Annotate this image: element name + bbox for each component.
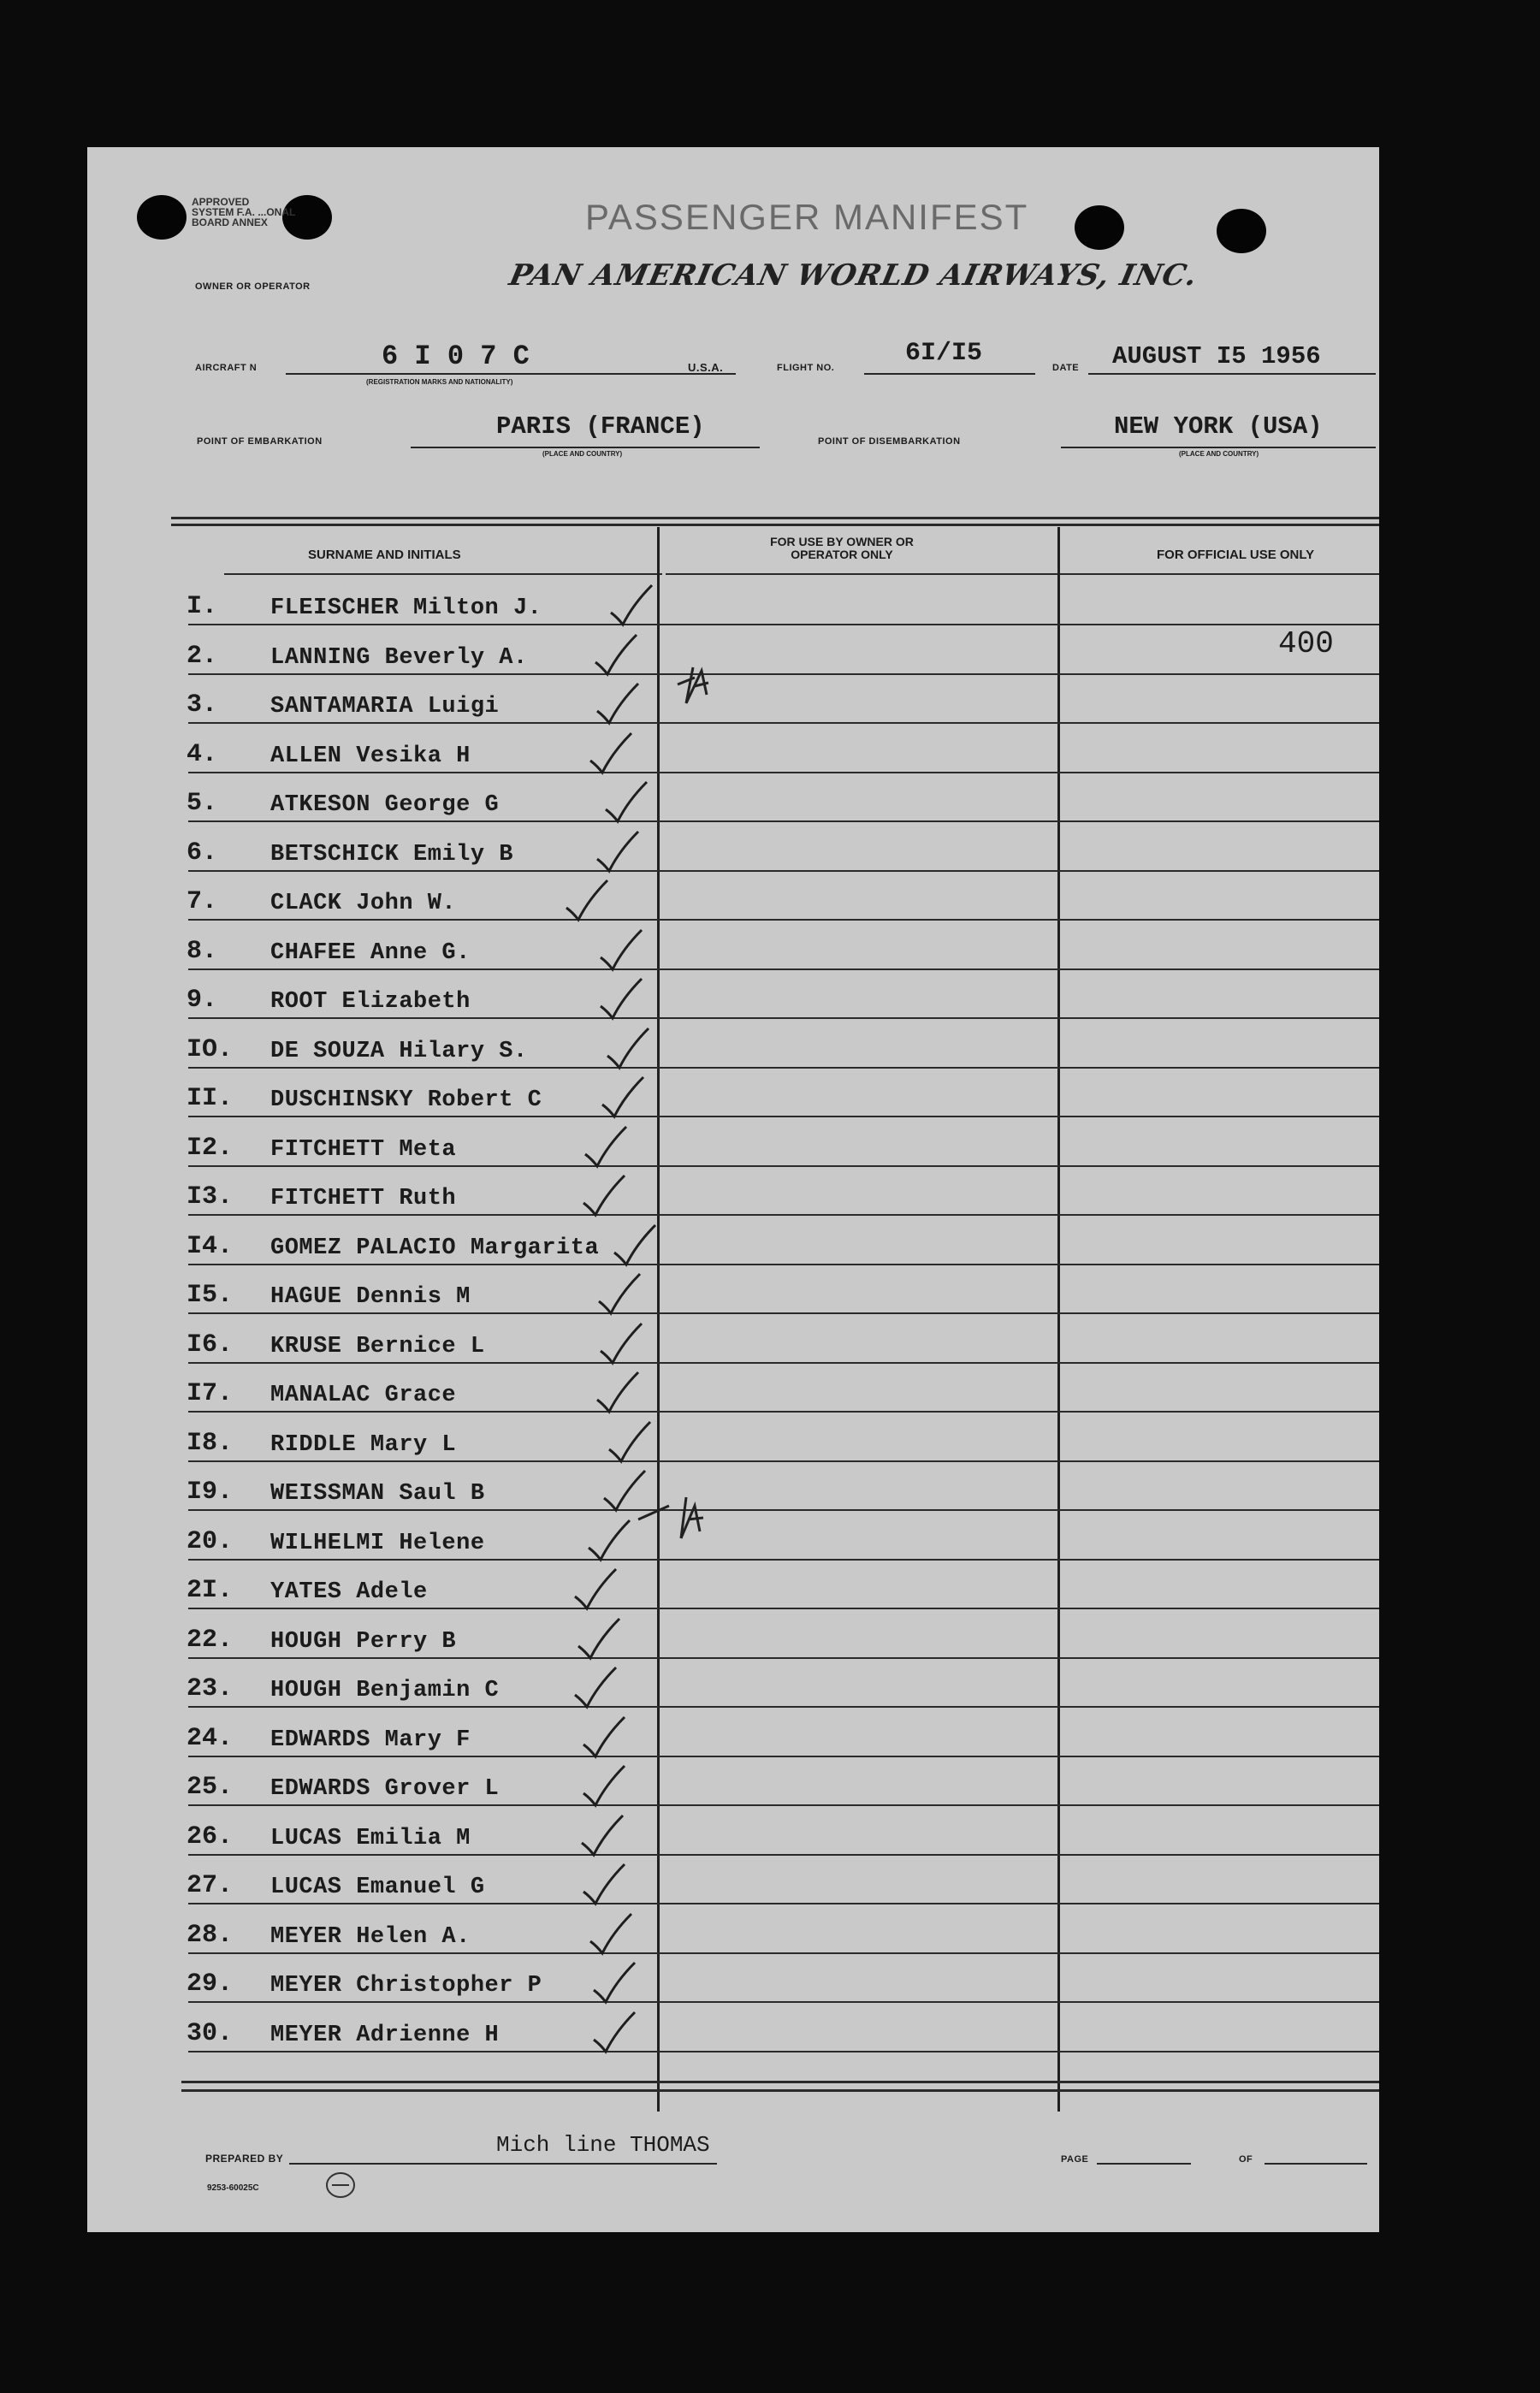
passenger-row — [87, 1667, 1379, 1716]
passenger-row — [87, 1717, 1379, 1766]
row-rule — [666, 820, 1379, 822]
row-rule — [666, 1362, 1379, 1364]
passenger-row — [87, 1077, 1379, 1126]
passenger-name: DUSCHINSKY Robert C — [270, 1087, 542, 1113]
checkmark-icon — [597, 1322, 649, 1370]
passenger-row — [87, 1028, 1379, 1077]
row-rule — [666, 1706, 1379, 1708]
checkmark-icon — [563, 879, 614, 927]
handwritten-mark-2 — [635, 1494, 720, 1545]
prepared-line — [289, 2163, 717, 2165]
row-rule — [666, 2051, 1379, 2052]
row-rule — [666, 1804, 1379, 1806]
row-rule — [666, 1312, 1379, 1314]
passenger-name: HOUGH Benjamin C — [270, 1678, 500, 1703]
passenger-name: RIDDLE Mary L — [270, 1431, 457, 1458]
disembark-value: NEW YORK (USA) — [1114, 412, 1323, 441]
official-note: 400 — [1278, 626, 1334, 661]
checkmark-icon — [575, 1617, 626, 1665]
header-rule — [171, 524, 1379, 526]
passenger-row — [87, 1422, 1379, 1471]
approved-stamp — [192, 197, 295, 228]
aircraft-line — [286, 373, 736, 375]
passenger-name: EDWARDS Grover L — [270, 1776, 500, 1802]
row-rule — [188, 919, 702, 921]
checkmark-icon — [587, 732, 638, 779]
checkmark-icon — [572, 1666, 623, 1714]
passenger-row — [87, 979, 1379, 1028]
passenger-name: CHAFEE Anne G. — [270, 939, 471, 966]
punch-hole — [137, 195, 187, 240]
row-rule — [666, 1657, 1379, 1659]
passenger-number: 27. — [187, 1871, 234, 1900]
passenger-number: I. — [187, 592, 218, 621]
disembark-label: POINT OF DISEMBARKATION — [818, 436, 961, 447]
row-rule — [666, 919, 1379, 921]
punch-hole — [1075, 205, 1124, 250]
row-rule — [666, 624, 1379, 625]
row-rule — [666, 2001, 1379, 2003]
passenger-row — [87, 1864, 1379, 1913]
passenger-name: FITCHETT Meta — [270, 1136, 457, 1163]
passenger-name: MEYER Helen A. — [270, 1923, 471, 1950]
checkmark-icon — [580, 1715, 631, 1763]
row-rule — [666, 1411, 1379, 1413]
checkmark-icon — [607, 583, 659, 631]
passenger-name: EDWARDS Mary F — [270, 1727, 471, 1753]
passenger-row — [87, 1176, 1379, 1224]
disembark-sublabel: (PLACE AND COUNTRY) — [1179, 450, 1259, 458]
passenger-name: MANALAC Grace — [270, 1383, 457, 1408]
embark-label: POINT OF EMBARKATION — [197, 436, 323, 447]
passenger-row — [87, 2012, 1379, 2061]
passenger-number: II. — [187, 1084, 234, 1113]
row-rule — [666, 1165, 1379, 1167]
checkmark-icon — [585, 1519, 637, 1567]
owner-label: OWNER OR OPERATOR — [195, 281, 311, 292]
passenger-name: SANTAMARIA Luigi — [270, 694, 500, 720]
passenger-number: 5. — [187, 789, 218, 818]
row-rule — [666, 968, 1379, 970]
checkmark-icon — [597, 928, 649, 976]
passenger-row — [87, 1274, 1379, 1323]
row-rule — [666, 1854, 1379, 1856]
flight-label: FLIGHT NO. — [777, 363, 835, 373]
row-rule — [666, 673, 1379, 675]
passenger-number: I9. — [187, 1478, 234, 1507]
column-header-rule — [224, 573, 662, 575]
passenger-row — [87, 832, 1379, 880]
passenger-number: I3. — [187, 1182, 234, 1211]
passenger-row — [87, 1225, 1379, 1274]
date-label: DATE — [1052, 363, 1080, 373]
approved-line-2: SYSTEM F.A. ...ONAL — [192, 206, 296, 218]
passenger-row — [87, 1372, 1379, 1421]
footer-rule — [181, 2081, 1379, 2083]
flight-value: 6I/I5 — [905, 339, 983, 368]
column-header-rule — [666, 573, 1379, 575]
passenger-number: 26. — [187, 1821, 234, 1851]
row-rule — [666, 1559, 1379, 1561]
checkmark-icon — [587, 1912, 638, 1960]
row-rule — [666, 772, 1379, 773]
row-rule — [666, 1264, 1379, 1265]
row-rule — [666, 1608, 1379, 1609]
passenger-number: 9. — [187, 986, 218, 1015]
footer-rule — [181, 2089, 1379, 2092]
checkmark-icon — [580, 1174, 631, 1222]
passenger-number: I4. — [187, 1231, 234, 1261]
checkmark-icon — [595, 1272, 647, 1320]
passenger-name: HOUGH Perry B — [270, 1628, 457, 1655]
manifest-sheet — [87, 147, 1379, 2232]
row-rule — [666, 1067, 1379, 1069]
handwritten-mark-1 — [669, 660, 729, 712]
row-rule — [188, 1608, 702, 1609]
passenger-row — [87, 1471, 1379, 1519]
passenger-number: I8. — [187, 1428, 234, 1458]
passenger-row — [87, 782, 1379, 831]
passenger-name: HAGUE Dennis M — [270, 1284, 471, 1310]
checkmark-icon — [580, 1863, 631, 1910]
checkmark-icon — [599, 1075, 650, 1123]
passenger-number: 24. — [187, 1723, 234, 1753]
disembark-line — [1061, 447, 1376, 448]
header-rule — [171, 517, 1379, 519]
passenger-row — [87, 733, 1379, 782]
aircraft-value: 6 I 0 7 C — [382, 341, 530, 372]
passenger-number: 23. — [187, 1674, 234, 1703]
row-rule — [666, 1017, 1379, 1019]
passenger-name: WEISSMAN Saul B — [270, 1481, 485, 1507]
passenger-number: 28. — [187, 1920, 234, 1950]
passenger-name: ALLEN Vesika H — [270, 743, 471, 769]
passenger-number: 30. — [187, 2018, 234, 2048]
passenger-number: 4. — [187, 739, 218, 769]
checkmark-icon — [594, 830, 645, 878]
checkmark-icon — [590, 1961, 642, 2009]
passenger-name: KRUSE Bernice L — [270, 1333, 485, 1359]
passenger-row — [87, 1127, 1379, 1176]
prepared-label: PREPARED BY — [205, 2153, 284, 2165]
passenger-number: 2. — [187, 641, 218, 671]
passenger-name: ROOT Elizabeth — [270, 989, 471, 1015]
column-owner-use: FOR USE BY OWNER OR OPERATOR ONLY — [770, 535, 914, 561]
passenger-row — [87, 880, 1379, 929]
passenger-name: FITCHETT Ruth — [270, 1186, 457, 1211]
passenger-row — [87, 1520, 1379, 1569]
passenger-name: MEYER Adrienne H — [270, 2022, 500, 2048]
passenger-row — [87, 1963, 1379, 2011]
checkmark-icon — [604, 1027, 655, 1075]
row-rule — [666, 1460, 1379, 1462]
passenger-row — [87, 684, 1379, 732]
page-title: PASSENGER MANIFEST — [585, 197, 1029, 237]
prepared-value: Mich line THOMAS — [496, 2132, 710, 2158]
passenger-number: 29. — [187, 1969, 234, 1999]
passenger-row — [87, 1815, 1379, 1864]
row-rule — [666, 722, 1379, 724]
checkmark-icon — [578, 1814, 630, 1862]
checkmark-icon — [594, 682, 645, 730]
passenger-name: YATES Adele — [270, 1579, 428, 1605]
checkmark-icon — [592, 633, 643, 681]
passenger-name: MEYER Christopher P — [270, 1973, 542, 1999]
of-line — [1265, 2163, 1367, 2165]
aircraft-label: AIRCRAFT N — [195, 363, 258, 373]
passenger-number: 25. — [187, 1773, 234, 1802]
checkmark-icon — [572, 1567, 623, 1615]
checkmark-icon — [582, 1125, 633, 1173]
passenger-name: DE SOUZA Hilary S. — [270, 1038, 528, 1064]
passenger-name: ATKESON George G — [270, 792, 500, 818]
row-rule — [188, 1706, 702, 1708]
passenger-name: FLEISCHER Milton J. — [270, 595, 542, 621]
passenger-row — [87, 585, 1379, 634]
passenger-row — [87, 1569, 1379, 1618]
checkmark-icon — [606, 1420, 657, 1468]
page-label: PAGE — [1061, 2154, 1089, 2165]
passenger-number: 20. — [187, 1526, 234, 1556]
passenger-number: 22. — [187, 1625, 234, 1655]
passenger-number: IO. — [187, 1034, 234, 1064]
passenger-row — [87, 1766, 1379, 1815]
passenger-row — [87, 1619, 1379, 1667]
date-value: AUGUST I5 1956 — [1112, 342, 1321, 370]
passenger-name: LUCAS Emilia M — [270, 1825, 471, 1851]
checkmark-icon — [580, 1764, 631, 1812]
embark-value: PARIS (FRANCE) — [496, 412, 705, 441]
checkmark-icon — [597, 977, 649, 1025]
passenger-row — [87, 930, 1379, 979]
checkmark-icon — [611, 1223, 662, 1271]
passenger-name: BETSCHICK Emily B — [270, 841, 513, 868]
column-surname: SURNAME AND INITIALS — [308, 548, 461, 562]
checkmark-icon — [602, 780, 654, 828]
passenger-number: I5. — [187, 1281, 234, 1310]
passenger-number: 3. — [187, 690, 218, 720]
punch-hole — [1217, 209, 1266, 253]
union-bug-icon — [323, 2168, 358, 2202]
row-rule — [666, 1509, 1379, 1511]
embark-sublabel: (PLACE AND COUNTRY) — [542, 450, 623, 458]
passenger-row — [87, 1324, 1379, 1372]
of-label: OF — [1239, 2154, 1253, 2165]
row-rule — [666, 1952, 1379, 1954]
aircraft-sublabel: (REGISTRATION MARKS AND NATIONALITY) — [366, 378, 513, 386]
passenger-name: LANNING Beverly A. — [270, 644, 528, 671]
approved-line-1: APPROVED — [192, 196, 250, 208]
passenger-number: 6. — [187, 838, 218, 868]
page-line — [1097, 2163, 1191, 2165]
form-number: 9253-60025C — [207, 2183, 259, 2193]
date-line — [1088, 373, 1376, 375]
operator-name: PAN AMERICAN WORLD AIRWAYS, INC. — [506, 258, 1201, 293]
passenger-number: I7. — [187, 1379, 234, 1408]
column-official-use: FOR OFFICIAL USE ONLY — [1157, 548, 1315, 562]
passenger-name: WILHELMI Helene — [270, 1530, 485, 1556]
passenger-number: 8. — [187, 936, 218, 966]
row-rule — [666, 1116, 1379, 1117]
row-rule — [666, 1756, 1379, 1757]
flight-line — [864, 373, 1035, 375]
passenger-number: 2I. — [187, 1576, 234, 1605]
row-rule — [666, 1214, 1379, 1216]
passenger-number: 7. — [187, 887, 218, 916]
passenger-number: I6. — [187, 1330, 234, 1359]
passenger-name: CLACK John W. — [270, 891, 457, 916]
row-rule — [666, 870, 1379, 872]
checkmark-icon — [590, 2011, 642, 2058]
passenger-row — [87, 1914, 1379, 1963]
passenger-row — [87, 635, 1379, 684]
row-rule — [666, 1903, 1379, 1904]
usa-label: U.S.A. — [688, 361, 724, 374]
passenger-number: I2. — [187, 1133, 234, 1163]
checkmark-icon — [594, 1371, 645, 1419]
embark-line — [411, 447, 760, 448]
approved-line-3: BOARD ANNEX — [192, 216, 268, 228]
passenger-name: LUCAS Emanuel G — [270, 1875, 485, 1900]
passenger-name: GOMEZ PALACIO Margarita — [270, 1235, 600, 1261]
